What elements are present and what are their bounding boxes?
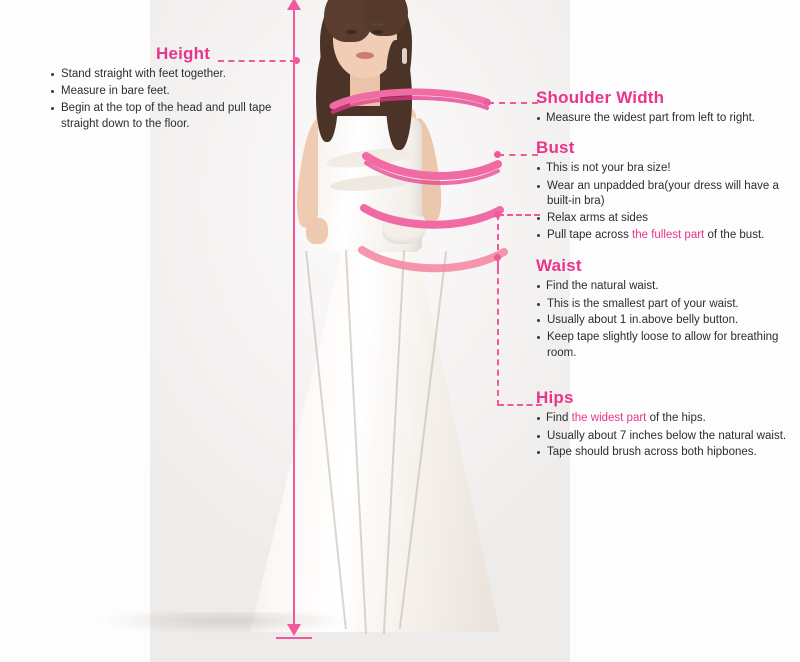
section-shoulder-width xyxy=(536,88,798,129)
tape-measure-band-bust xyxy=(362,150,502,186)
list-item: This is the smallest part of your waist. xyxy=(536,297,798,313)
list-item-highlight xyxy=(536,228,798,244)
shoulder-lead: Measure the widest part from left to right. xyxy=(536,111,798,127)
leader-dot-waist xyxy=(494,211,501,218)
bust-last-pre: Pull tape across xyxy=(547,229,633,242)
section-height xyxy=(50,44,290,133)
height-heading: Height xyxy=(156,44,211,63)
waist-bullet-list xyxy=(536,297,798,362)
hips-lead-pre: Find xyxy=(546,412,572,424)
section-waist xyxy=(536,256,798,363)
hips-lead-emphasis: the widest part xyxy=(571,412,647,424)
leader-line-hips-vertical xyxy=(497,258,499,406)
bust-last-post: of the bust. xyxy=(704,229,765,242)
hips-lead-post: of the hips. xyxy=(646,412,706,424)
arrow-down-icon xyxy=(287,624,301,636)
hips-heading: Hips xyxy=(536,388,574,407)
tape-measure-band-waist xyxy=(360,200,504,234)
hand-left xyxy=(306,218,328,244)
shoulder-heading: Shoulder Width xyxy=(536,88,665,107)
arrow-up-icon xyxy=(287,0,301,10)
lips xyxy=(356,52,374,59)
list-item: Relax arms at sides xyxy=(536,211,798,227)
leader-dot-shoulder xyxy=(484,99,491,106)
leader-line-shoulder xyxy=(488,102,538,104)
waist-lead: Find the natural waist. xyxy=(536,279,798,295)
leader-dot-bust xyxy=(494,151,501,158)
bust-bullet-list xyxy=(536,179,798,244)
tape-measure-band-shoulder xyxy=(330,86,490,120)
section-bust xyxy=(536,138,798,245)
height-bullet-list xyxy=(50,67,290,132)
bust-last-emphasis: the fullest part xyxy=(632,229,705,242)
leader-line-waist xyxy=(498,214,540,216)
bust-heading: Bust xyxy=(536,138,575,157)
bust-lead: This is not your bra size! xyxy=(536,161,798,177)
earring xyxy=(402,48,407,64)
list-item: Usually about 7 inches below the natural waist. xyxy=(536,429,798,445)
leader-dot-height xyxy=(293,57,300,64)
section-hips xyxy=(536,388,798,462)
leader-line-bust xyxy=(498,154,538,156)
list-item: Begin at the top of the head and pull tape straight down to the floor. xyxy=(50,101,290,133)
list-item: Usually about 1 in.above belly button. xyxy=(536,313,798,329)
list-item: Tape should brush across both hipbones. xyxy=(536,445,798,461)
list-item: Stand straight with feet together. xyxy=(50,67,290,83)
list-item: Keep tape slightly loose to allow for breathing room. xyxy=(536,330,798,362)
height-measure-line xyxy=(293,8,295,634)
waist-heading: Waist xyxy=(536,256,582,275)
tape-measure-band-hips xyxy=(358,242,508,276)
hips-bullet-list xyxy=(536,429,798,462)
list-item: Wear an unpadded bra(your dress will have a built-in bra) xyxy=(536,179,798,211)
leader-dot-hips xyxy=(494,254,501,261)
hips-lead xyxy=(536,411,798,427)
eye-right xyxy=(372,30,383,34)
hem-shadow xyxy=(96,612,354,634)
eye-left xyxy=(346,30,357,34)
floor-baseline xyxy=(276,637,312,639)
list-item: Measure in bare feet. xyxy=(50,84,290,100)
